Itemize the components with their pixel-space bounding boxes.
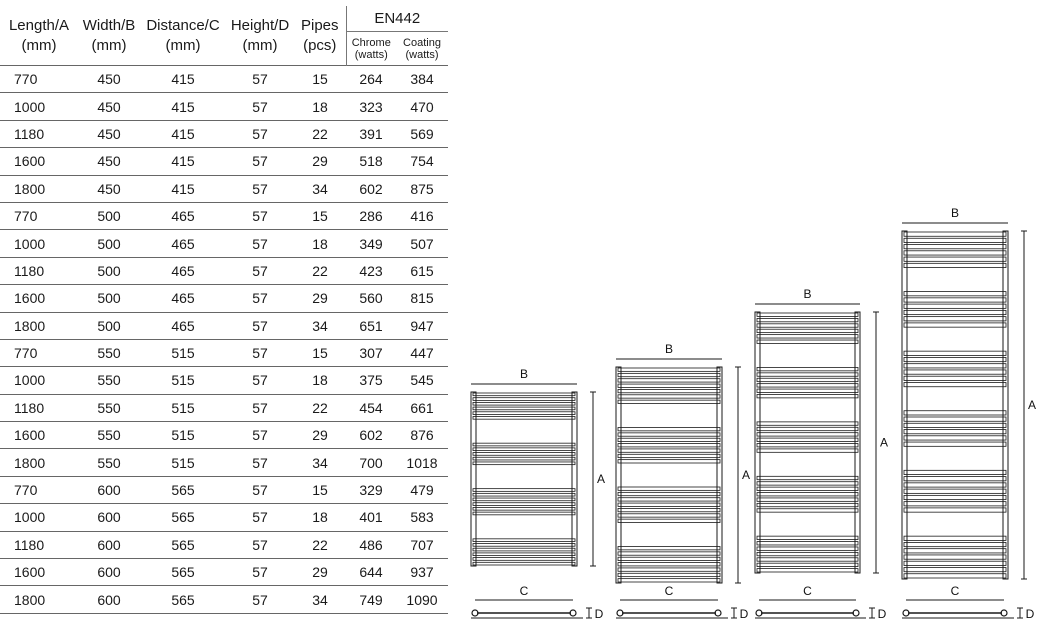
header-chrome: Chrome (watts)	[346, 32, 396, 66]
width-label: B	[803, 287, 812, 301]
radiator-pipe	[904, 542, 1006, 546]
radiator-pipe	[473, 462, 575, 465]
radiator-pipe	[473, 544, 575, 547]
radiator-pipe	[904, 423, 1006, 427]
right-rail	[1003, 231, 1008, 579]
table-cell: 57	[226, 93, 294, 120]
radiator-pipe	[904, 436, 1006, 440]
table-cell: 486	[346, 531, 396, 558]
radiator-pipe	[618, 547, 720, 550]
right-rail	[572, 392, 577, 566]
table-cell: 447	[396, 339, 448, 366]
radiator-pipe	[473, 412, 575, 415]
table-cell: 1180	[0, 120, 78, 147]
width-label: B	[664, 342, 674, 356]
radiator-pipe	[473, 558, 575, 561]
table-cell: 57	[226, 285, 294, 312]
radiator-pipe	[757, 493, 858, 496]
table-cell: 18	[294, 230, 346, 257]
radiator-pipe	[757, 394, 858, 397]
radiator-pipe	[618, 389, 720, 392]
table-cell: 600	[78, 586, 140, 613]
table-cell: 644	[346, 559, 396, 586]
table-cell: 875	[396, 175, 448, 202]
radiator-pipe	[904, 292, 1006, 296]
table-cell: 34	[294, 449, 346, 476]
left-rail	[755, 312, 760, 573]
table-cell: 57	[226, 394, 294, 421]
header-coating: Coating (watts)	[403, 36, 441, 61]
table-cell: 600	[78, 504, 140, 531]
radiator-pipe	[473, 398, 575, 401]
table-cell: 651	[346, 312, 396, 339]
radiator-pipe	[757, 536, 858, 539]
header-length: Length/A (mm)	[8, 16, 70, 54]
table-cell: 507	[396, 230, 448, 257]
table-cell: 57	[226, 559, 294, 586]
table-cell: 465	[140, 257, 226, 284]
radiator-pipe	[618, 379, 720, 382]
header-height: Height/D (mm)	[230, 16, 290, 54]
radiator-pipe	[618, 579, 720, 582]
table-cell: 754	[396, 148, 448, 175]
radiator-pipe	[757, 569, 858, 572]
radiator-pipe	[904, 430, 1006, 434]
left-rail	[471, 392, 476, 566]
table-cell: 415	[140, 93, 226, 120]
table-cell: 550	[78, 422, 140, 449]
radiator-pipe	[904, 470, 1006, 474]
table-cell: 18	[294, 504, 346, 531]
height-label: D	[877, 607, 887, 621]
table-cell: 22	[294, 120, 346, 147]
table-cell: 15	[294, 339, 346, 366]
table-cell: 450	[78, 66, 140, 93]
table-cell: 57	[226, 120, 294, 147]
table-cell: 707	[396, 531, 448, 558]
left-rail	[902, 231, 907, 579]
header-en442: EN442	[346, 6, 448, 32]
table-cell: 29	[294, 285, 346, 312]
table-cell: 57	[226, 66, 294, 93]
table-cell: 479	[396, 476, 448, 503]
table-cell: 57	[226, 504, 294, 531]
header-pipes: Pipes (pcs)	[300, 16, 339, 54]
table-cell: 286	[346, 202, 396, 229]
radiator-pipe	[618, 563, 720, 566]
table-cell: 518	[346, 148, 396, 175]
table-cell: 515	[140, 339, 226, 366]
table-cell: 450	[78, 148, 140, 175]
table-cell: 384	[396, 66, 448, 93]
table-cell: 515	[140, 422, 226, 449]
table-cell: 450	[78, 175, 140, 202]
table-cell: 15	[294, 66, 346, 93]
radiator-pipe	[473, 553, 575, 556]
radiator-pipe	[473, 539, 575, 542]
radiator-pipe	[904, 323, 1006, 327]
radiator-pipe	[757, 389, 858, 392]
radiator-pipe	[904, 232, 1006, 236]
radiator-pipe	[904, 536, 1006, 540]
table-cell: 565	[140, 531, 226, 558]
table-cell: 18	[294, 93, 346, 120]
radiator-pipe	[757, 476, 858, 479]
table-cell: 29	[294, 422, 346, 449]
radiator-pipe	[473, 453, 575, 456]
radiator-pipe	[904, 495, 1006, 499]
width-label: B	[950, 206, 960, 220]
table-cell: 770	[0, 339, 78, 366]
radiator-pipe	[618, 384, 720, 387]
length-label: A	[1027, 398, 1037, 412]
table-cell: 1600	[0, 422, 78, 449]
radiator-pipe	[473, 443, 575, 446]
radiator-pipe	[904, 502, 1006, 506]
table-cell: 876	[396, 422, 448, 449]
radiator-pipe	[904, 364, 1006, 368]
radiator-pipe	[757, 444, 858, 447]
radiator-pipe	[473, 493, 575, 496]
radiator-pipe	[904, 304, 1006, 308]
table-cell: 1600	[0, 285, 78, 312]
table-cell: 770	[0, 202, 78, 229]
radiator-pipe	[757, 542, 858, 545]
table-cell: 57	[226, 148, 294, 175]
table-cell: 415	[140, 175, 226, 202]
table-cell: 57	[226, 367, 294, 394]
radiator-pipe	[904, 483, 1006, 487]
table-cell: 500	[78, 285, 140, 312]
radiator-pipe	[904, 351, 1006, 355]
distance-label: C	[950, 584, 960, 598]
table-cell: 415	[140, 120, 226, 147]
radiator-pipe	[618, 557, 720, 560]
radiator-pipe	[757, 433, 858, 436]
radiator-pipe	[618, 444, 720, 447]
radiator-pipe	[757, 378, 858, 381]
radiator-pipe	[904, 549, 1006, 553]
radiator-pipe	[618, 552, 720, 555]
radiator-pipe	[904, 555, 1006, 559]
table-cell: 57	[226, 476, 294, 503]
table-cell: 515	[140, 367, 226, 394]
radiator-pipe	[757, 552, 858, 555]
table-cell: 18	[294, 367, 346, 394]
table-cell: 500	[78, 312, 140, 339]
header-distance: Distance/C (mm)	[146, 16, 220, 54]
table-cell: 1000	[0, 93, 78, 120]
table-cell: 1180	[0, 531, 78, 558]
table-cell: 1800	[0, 175, 78, 202]
table-cell: 600	[78, 531, 140, 558]
radiator-pipe	[904, 508, 1006, 512]
table-cell: 34	[294, 312, 346, 339]
distance-label: C	[664, 584, 674, 598]
table-cell: 415	[140, 148, 226, 175]
radiator-pipe	[618, 503, 720, 506]
table-cell: 700	[346, 449, 396, 476]
radiator-pipe	[757, 335, 858, 338]
radiator-pipe	[618, 433, 720, 436]
table-cell: 57	[226, 531, 294, 558]
table-cell: 661	[396, 394, 448, 421]
table-cell: 307	[346, 339, 396, 366]
table-cell: 401	[346, 504, 396, 531]
table-cell: 1600	[0, 148, 78, 175]
radiator-pipe	[757, 558, 858, 561]
table-cell: 550	[78, 367, 140, 394]
radiator-pipe	[757, 547, 858, 550]
height-label: D	[594, 607, 604, 621]
table-cell: 770	[0, 476, 78, 503]
radiator-pipe	[473, 507, 575, 510]
radiator-pipe	[618, 428, 720, 431]
header-width: Width/B (mm)	[82, 16, 136, 54]
table-cell: 416	[396, 202, 448, 229]
table-cell: 1800	[0, 449, 78, 476]
table-cell: 34	[294, 175, 346, 202]
table-cell: 937	[396, 559, 448, 586]
table-cell: 415	[140, 66, 226, 93]
table-cell: 1600	[0, 559, 78, 586]
distance-label: C	[803, 584, 812, 598]
table-cell: 465	[140, 312, 226, 339]
distance-label: C	[519, 584, 529, 598]
table-cell: 57	[226, 175, 294, 202]
table-cell: 465	[140, 285, 226, 312]
table-cell: 15	[294, 476, 346, 503]
table-cell: 57	[226, 449, 294, 476]
radiator-pipe	[904, 370, 1006, 374]
table-cell: 565	[140, 476, 226, 503]
radiator-pipe	[757, 427, 858, 430]
table-cell: 1000	[0, 367, 78, 394]
radiator-pipe	[757, 384, 858, 387]
table-cell: 323	[346, 93, 396, 120]
table-cell: 450	[78, 120, 140, 147]
table-cell: 57	[226, 257, 294, 284]
width-label: B	[519, 367, 529, 381]
radiator-pipe	[904, 257, 1006, 261]
table-cell: 500	[78, 202, 140, 229]
radiator-pipe	[757, 509, 858, 512]
table-cell: 1180	[0, 257, 78, 284]
table-cell: 1090	[396, 586, 448, 613]
length-label: A	[741, 468, 751, 482]
radiator-pipe	[618, 492, 720, 495]
table-cell: 749	[346, 586, 396, 613]
radiator-pipe	[473, 393, 575, 396]
table-cell: 57	[226, 339, 294, 366]
radiator-pipe	[618, 438, 720, 441]
table-cell: 515	[140, 449, 226, 476]
table-cell: 602	[346, 422, 396, 449]
table-cell: 454	[346, 394, 396, 421]
table-cell: 450	[78, 93, 140, 120]
radiator-pipe	[757, 367, 858, 370]
radiator-pipe	[618, 519, 720, 522]
table-cell: 391	[346, 120, 396, 147]
table-cell: 22	[294, 394, 346, 421]
table-cell: 349	[346, 230, 396, 257]
table-cell: 600	[78, 476, 140, 503]
table-cell: 57	[226, 202, 294, 229]
table-cell: 1180	[0, 394, 78, 421]
radiator-pipe	[904, 382, 1006, 386]
table-cell: 583	[396, 504, 448, 531]
table-cell: 550	[78, 339, 140, 366]
radiator-pipe	[473, 498, 575, 501]
table-cell: 264	[346, 66, 396, 93]
table-cell: 515	[140, 394, 226, 421]
table-cell: 565	[140, 559, 226, 586]
table-cell: 29	[294, 559, 346, 586]
table-cell: 770	[0, 66, 78, 93]
table-cell: 545	[396, 367, 448, 394]
radiator-pipe	[757, 324, 858, 327]
table-cell: 22	[294, 257, 346, 284]
radiator-pipe	[757, 422, 858, 425]
radiator-pipe	[618, 454, 720, 457]
table-cell: 560	[346, 285, 396, 312]
radiator-pipe	[618, 487, 720, 490]
radiator-pipe	[618, 573, 720, 576]
table-cell: 1000	[0, 230, 78, 257]
radiator-pipe	[473, 457, 575, 460]
radiator-pipe	[904, 238, 1006, 242]
radiator-pipe	[473, 416, 575, 419]
radiator-pipe	[904, 376, 1006, 380]
radiator-pipe	[904, 477, 1006, 481]
radiator-pipe	[757, 313, 858, 316]
table-cell: 465	[140, 202, 226, 229]
radiator-pipe	[904, 567, 1006, 571]
radiator-pipe	[618, 368, 720, 371]
height-label: D	[739, 607, 749, 621]
radiator-pipe	[473, 448, 575, 451]
table-cell: 57	[226, 422, 294, 449]
radiator-pipe	[904, 251, 1006, 255]
radiator-pipe	[757, 482, 858, 485]
radiator-pipe	[904, 442, 1006, 446]
table-cell: 500	[78, 230, 140, 257]
table-cell: 329	[346, 476, 396, 503]
left-rail	[616, 367, 621, 583]
radiator-pipe	[618, 498, 720, 501]
table-cell: 57	[226, 586, 294, 613]
table-cell: 29	[294, 148, 346, 175]
table-cell: 615	[396, 257, 448, 284]
radiator-pipe	[618, 514, 720, 517]
radiator-pipe	[757, 503, 858, 506]
radiator-pipe	[757, 340, 858, 343]
table-cell: 1018	[396, 449, 448, 476]
radiator-pipe	[618, 460, 720, 463]
radiator-pipe	[618, 449, 720, 452]
table-cell: 465	[140, 230, 226, 257]
radiator-pipe	[473, 489, 575, 492]
radiator-pipe	[757, 498, 858, 501]
radiator-pipe	[473, 548, 575, 551]
table-cell: 57	[226, 312, 294, 339]
radiator-pipe	[904, 561, 1006, 565]
table-cell: 947	[396, 312, 448, 339]
table-cell: 470	[396, 93, 448, 120]
radiator-pipe	[904, 245, 1006, 249]
radiator-pipe	[618, 508, 720, 511]
table-cell: 602	[346, 175, 396, 202]
radiator-pipe	[473, 402, 575, 405]
right-rail	[855, 312, 860, 573]
table-cell: 565	[140, 586, 226, 613]
radiator-pipe	[904, 317, 1006, 321]
radiator-pipe	[473, 512, 575, 515]
radiator-pipe	[904, 574, 1006, 578]
radiator-pipe	[904, 411, 1006, 415]
radiator-pipe	[904, 417, 1006, 421]
radiator-pipe	[904, 489, 1006, 493]
radiator-pipe	[757, 318, 858, 321]
radiator-pipe	[757, 563, 858, 566]
table-cell: 22	[294, 531, 346, 558]
radiator-pipe	[904, 357, 1006, 361]
table-cell: 565	[140, 504, 226, 531]
radiator-pipe	[757, 373, 858, 376]
radiator-pipe	[473, 503, 575, 506]
table-cell: 550	[78, 394, 140, 421]
table-cell: 600	[78, 559, 140, 586]
table-cell: 815	[396, 285, 448, 312]
length-label: A	[596, 472, 606, 486]
radiator-pipe	[618, 395, 720, 398]
table-cell: 15	[294, 202, 346, 229]
right-rail	[717, 367, 722, 583]
table-cell: 34	[294, 586, 346, 613]
table-cell: 57	[226, 230, 294, 257]
length-label: A	[879, 435, 889, 450]
table-cell: 1000	[0, 504, 78, 531]
radiator-pipe	[757, 487, 858, 490]
table-cell: 1800	[0, 312, 78, 339]
table-cell: 550	[78, 449, 140, 476]
radiator-pipe	[618, 400, 720, 403]
radiator-pipe	[904, 310, 1006, 314]
table-cell: 423	[346, 257, 396, 284]
radiator-pipe	[473, 562, 575, 565]
table-cell: 569	[396, 120, 448, 147]
table-cell: 375	[346, 367, 396, 394]
radiator-pipe	[618, 373, 720, 376]
radiator-pipe	[757, 449, 858, 452]
height-label: D	[1025, 607, 1035, 621]
radiator-pipe	[904, 298, 1006, 302]
table-cell: 1800	[0, 586, 78, 613]
radiator-pipe	[757, 438, 858, 441]
radiator-pipe	[757, 329, 858, 332]
radiator-pipe	[473, 407, 575, 410]
table-cell: 500	[78, 257, 140, 284]
radiator-pipe	[904, 263, 1006, 267]
radiator-pipe	[618, 568, 720, 571]
